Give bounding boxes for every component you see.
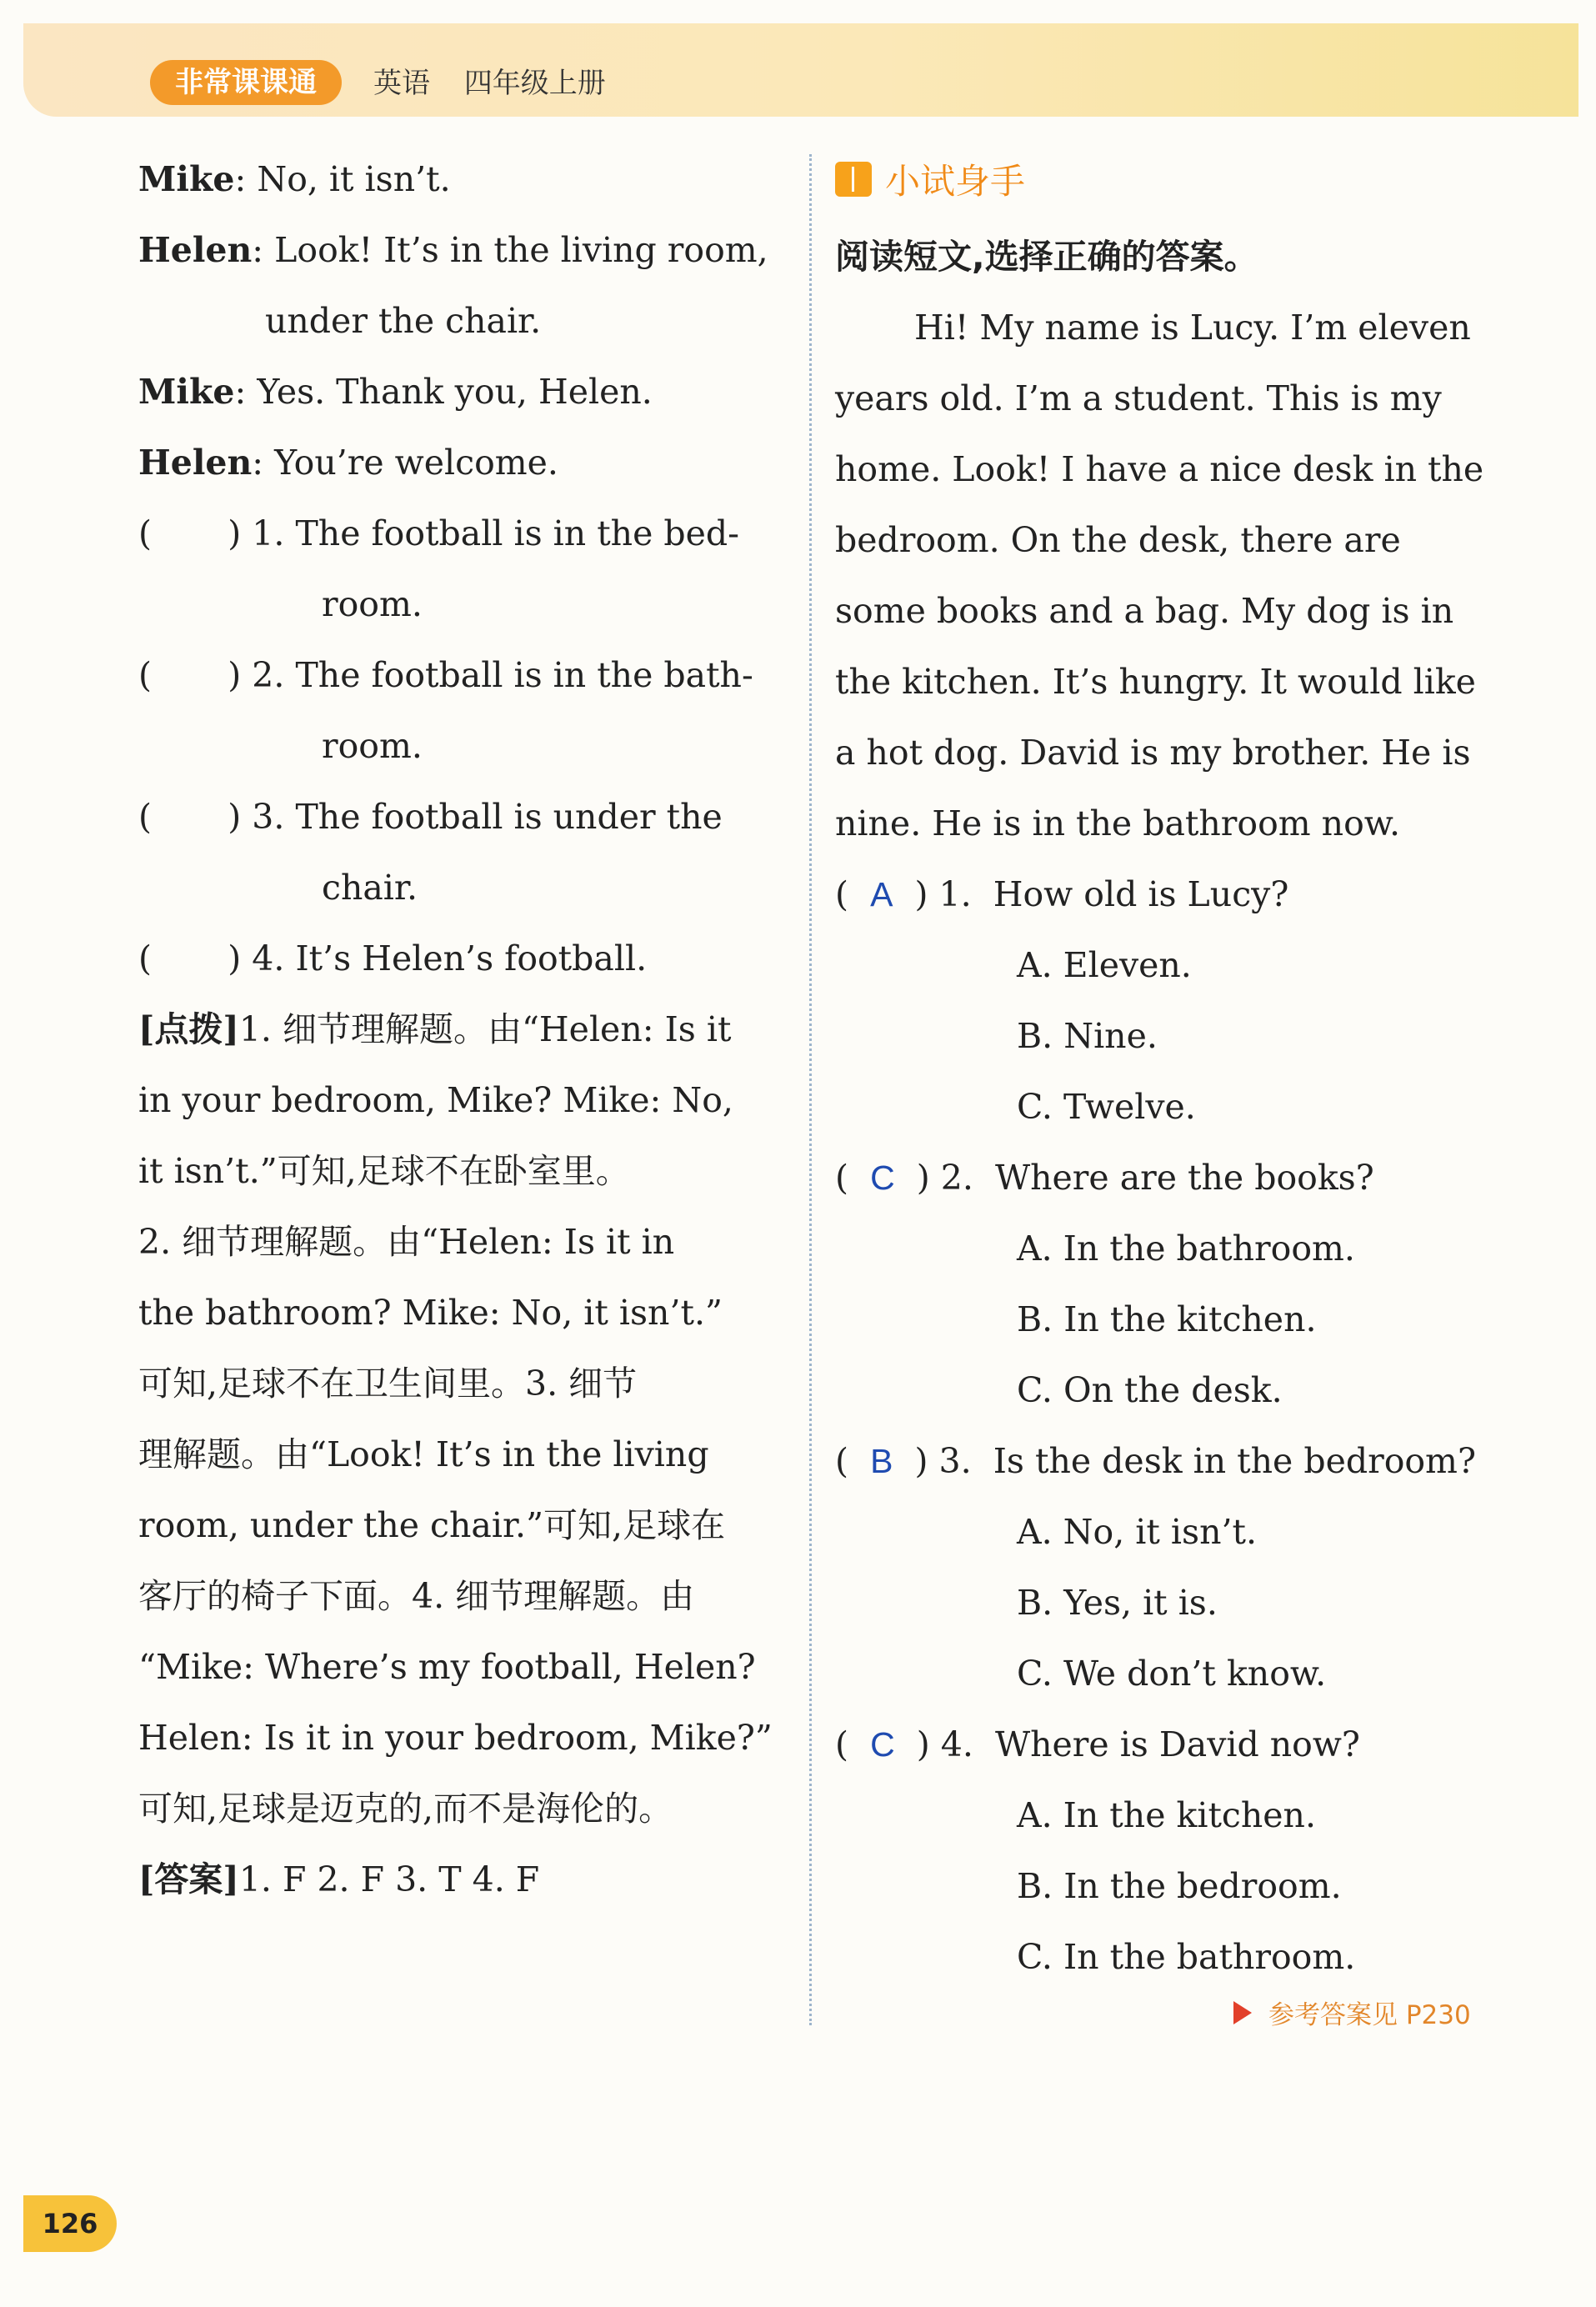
tf-question-cont: room.	[322, 726, 423, 766]
column-divider	[809, 154, 812, 2025]
page-number: 126	[23, 2195, 117, 2252]
subject-grade	[373, 63, 631, 103]
option: B. Yes, it is.	[1017, 1583, 1218, 1623]
dialogue-line: Helen: Look! It’s in the living room,	[138, 230, 768, 270]
tf-question-cont: room.	[322, 584, 423, 624]
book-icon	[835, 162, 872, 197]
passage-line: the kitchen. It’s hungry. It would like	[835, 662, 1476, 702]
answer-reference[interactable]: 参考答案见 P230	[1233, 1994, 1471, 2031]
tf-question: ( ) 3. The football is under the	[138, 797, 723, 837]
answer-blank[interactable]: ( )	[138, 655, 242, 695]
option: C. In the bathroom.	[1017, 1937, 1356, 1977]
tf-question: ( ) 4. It’s Helen’s football.	[138, 938, 648, 978]
option: B. Nine.	[1017, 1016, 1158, 1056]
answer-blank[interactable]: ( )	[138, 513, 242, 553]
answer-slot[interactable]: ( C )	[835, 1724, 930, 1764]
tip-line: 理解题。由“Look! It’s in the living	[138, 1434, 709, 1474]
play-arrow-icon	[1233, 2001, 1252, 2024]
answer-label: [答案]	[138, 1859, 239, 1899]
tip-line: 客厅的椅子下面。4. 细节理解题。由	[138, 1576, 695, 1616]
tip-line: the bathroom? Mike: No, it isn’t.”	[138, 1293, 723, 1333]
dialogue-line: Mike: No, it isn’t.	[138, 159, 451, 199]
mc-question: ( C ) 4. Where is David now?	[835, 1724, 1360, 1764]
answer-blank[interactable]: ( )	[138, 797, 242, 837]
option: A. Eleven.	[1017, 945, 1192, 985]
instruction: 阅读短文,选择正确的答案。	[835, 237, 1258, 277]
answer-line: [答案]1. F 2. F 3. T 4. F	[138, 1859, 540, 1899]
tip-line: 可知,足球是迈克的,而不是海伦的。	[138, 1789, 673, 1829]
passage-line: home. Look! I have a nice desk in the	[835, 449, 1484, 489]
passage-line: nine. He is in the bathroom now.	[835, 803, 1401, 843]
option: C. Twelve.	[1017, 1087, 1196, 1127]
tip-line: Helen: Is it in your bedroom, Mike?”	[138, 1718, 773, 1758]
grade-label: 四年级上册	[463, 67, 606, 100]
option: B. In the kitchen.	[1017, 1299, 1317, 1339]
passage-line: Hi! My name is Lucy. I’m eleven	[914, 308, 1471, 348]
tf-question-cont: chair.	[322, 868, 418, 908]
tip-line: 可知,足球不在卫生间里。3. 细节	[138, 1364, 638, 1404]
dialogue-line: Mike: Yes. Thank you, Helen.	[138, 372, 653, 412]
passage-line: a hot dog. David is my brother. He is	[835, 733, 1471, 773]
tip-line: [点拨]1. 细节理解题。由“Helen: Is it	[138, 1009, 732, 1049]
tip-line: “Mike: Where’s my football, Helen?	[138, 1647, 756, 1687]
option: A. In the bathroom.	[1017, 1229, 1355, 1269]
dialogue-line: Helen: You’re welcome.	[138, 443, 558, 483]
tip-line: 2. 细节理解题。由“Helen: Is it in	[138, 1222, 675, 1262]
answer-slot[interactable]: ( B )	[835, 1441, 928, 1481]
answer-blank[interactable]: ( )	[138, 938, 242, 978]
passage-line: bedroom. On the desk, there are	[835, 520, 1401, 560]
option: C. On the desk.	[1017, 1370, 1283, 1410]
tip-line: room, under the chair.”可知,足球在	[138, 1505, 726, 1545]
subject-label: 英语	[373, 67, 430, 100]
dialogue-continuation: under the chair.	[265, 301, 542, 341]
tip-line: it isn’t.”可知,足球不在卧室里。	[138, 1151, 630, 1191]
tf-question: ( ) 1. The football is in the bed-	[138, 513, 739, 553]
mc-question: ( A ) 1. How old is Lucy?	[835, 874, 1289, 914]
option: A. No, it isn’t.	[1017, 1512, 1258, 1552]
answer-slot[interactable]: ( A )	[835, 874, 928, 914]
option: B. In the bedroom.	[1017, 1866, 1342, 1906]
mc-question: ( B ) 3. Is the desk in the bedroom?	[835, 1441, 1476, 1481]
section-title: 小试身手	[835, 150, 1025, 208]
tip-line: in your bedroom, Mike? Mike: No,	[138, 1080, 733, 1120]
option: A. In the kitchen.	[1017, 1795, 1316, 1835]
passage-line: some books and a bag. My dog is in	[835, 591, 1454, 631]
option: C. We don’t know.	[1017, 1654, 1327, 1694]
answer-slot[interactable]: ( C )	[835, 1158, 930, 1198]
page-header	[23, 23, 1578, 117]
series-badge: 非常课课通	[150, 60, 342, 105]
tip-label: [点拨]	[138, 1009, 239, 1049]
mc-question: ( C ) 2. Where are the books?	[835, 1158, 1374, 1198]
tf-question: ( ) 2. The football is in the bath-	[138, 655, 753, 695]
passage-line: years old. I’m a student. This is my	[835, 378, 1442, 418]
